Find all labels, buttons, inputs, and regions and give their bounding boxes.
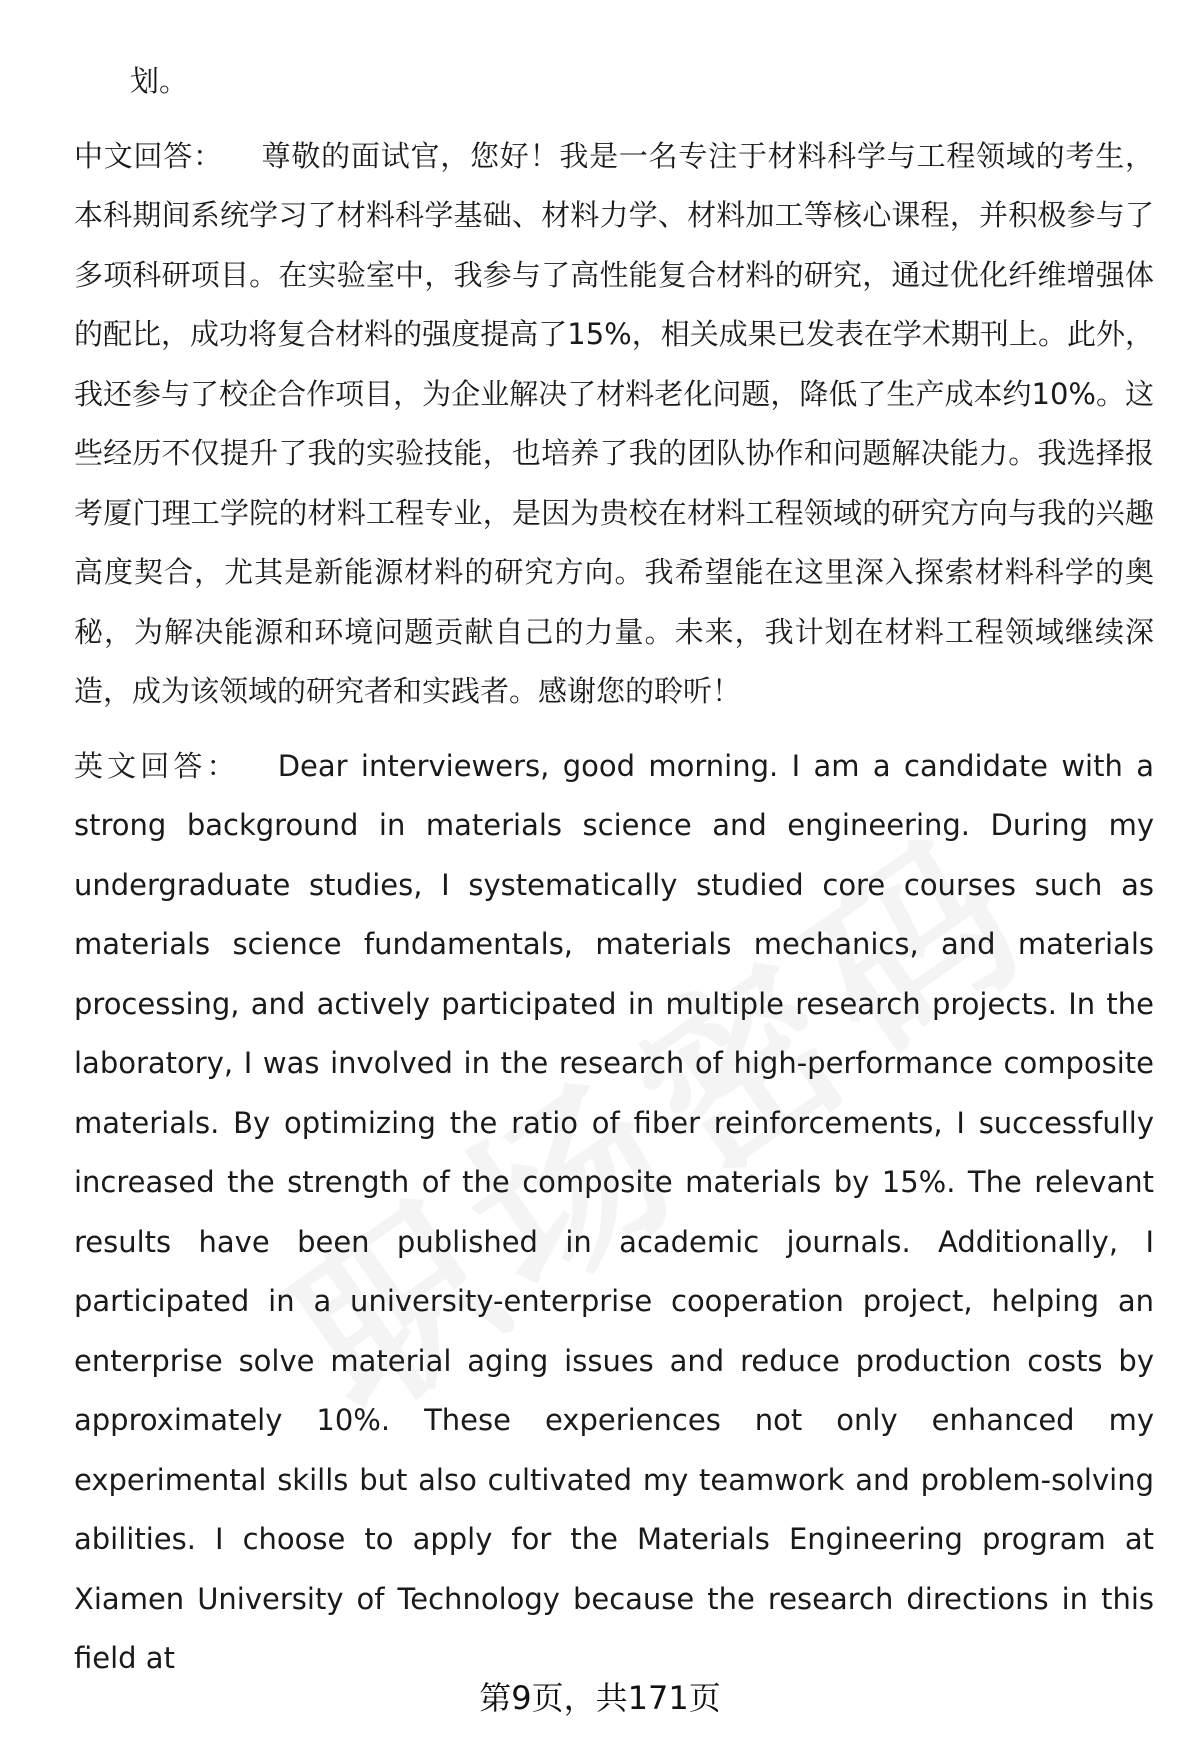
english-answer-label: 英文回答：: [74, 748, 240, 783]
document-body: [74, 52, 1154, 1689]
continuation-paragraph: 划。: [130, 64, 189, 98]
page-number-footer: 第9页，共171页: [479, 1679, 721, 1717]
english-answer-text: Dear interviewers, good morning. I am a candidate with a strong background in materials science and engineering. During my undergraduate studies, I systematically studied core courses such as materials science fundamentals, materials mechanics, and materials processing, and actively participated in multiple research projects. In the laboratory, I was involved in the research of high-performance composite materials. By optimizing the ratio of fiber reinforcements, I successfully increased the strength of the composite materials by 15%. The relevant results have been published in academic journals. Additionally, I participated in a university-enterprise cooperation project, helping an enterprise solve material aging issues and reduce production costs by approximately 10%. These experiences not only enhanced my experimental skills but also cultivated my teamwork and problem-solving abilities. I choose to apply for the Materials Engineering program at Xiamen University of Technology because the research directions in this field at: [74, 748, 1154, 1675]
chinese-answer-text: 尊敬的面试官，您好！我是一名专注于材料科学与工程领域的考生，本科期间系统学习了材料科学基础、材料力学、材料加工等核心课程，并积极参与了多项科研项目。在实验室中，我参与了高性能复合材料的研究，通过优化纤维增强体的配比，成功将复合材料的强度提高了15%，相关成果已发表在学术期刊上。此外，我还参与了校企合作项目，为企业解决了材料老化问题，降低了生产成本约10%。这些经历不仅提升了我的实验技能，也培养了我的团队协作和问题解决能力。我选择报考厦门理工学院的材料工程专业，是因为贵校在材料工程领域的研究方向与我的兴趣高度契合，尤其是新能源材料的研究方向。我希望能在这里深入探索材料科学的奥秘，为解决能源和环境问题贡献自己的力量。未来，我计划在材料工程领域继续深造，成为该领域的研究者和实践者。感谢您的聆听！: [74, 138, 1154, 708]
chinese-answer-label: 中文回答：: [74, 138, 223, 173]
english-answer-paragraph: [74, 737, 1154, 1689]
chinese-answer-paragraph: [74, 127, 1154, 722]
